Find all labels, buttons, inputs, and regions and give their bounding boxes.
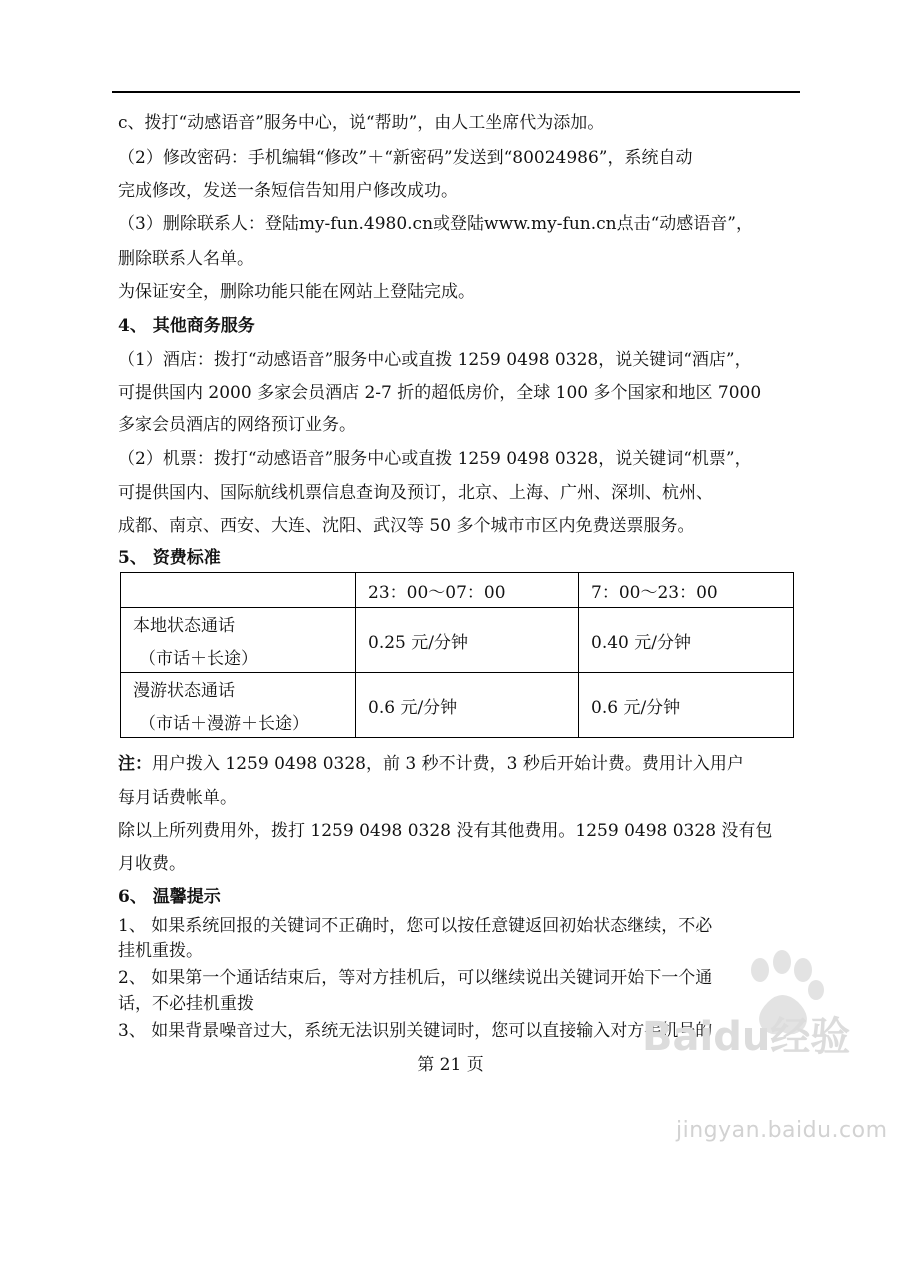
row-sublabel: （市话＋漫游＋长途） [139, 714, 309, 734]
table-row [121, 673, 794, 738]
text-line: 挂机重拨。 [118, 941, 203, 961]
text-line: 完成修改，发送一条短信告知用户修改成功。 [118, 181, 458, 201]
text-line: 为保证安全，删除功能只能在网站上登陆完成。 [118, 282, 475, 302]
row-label: 漫游状态通话 [133, 681, 235, 701]
text-line: （2）机票：拨打“动感语音”服务中心或直拨 1259 0498 0328，说关键词“机票”， [118, 449, 752, 469]
note-line [118, 753, 744, 775]
table-header-row [121, 573, 794, 608]
text-line: （1）酒店：拨打“动感语音”服务中心或直拨 1259 0498 0328，说关键词“酒店”， [118, 350, 752, 370]
text-line: 可提供国内 2000 多家会员酒店 2-7 折的超低房价，全球 100 多个国家和地区 7000 [118, 383, 762, 403]
watermark-url: jingyan.baidu.com [676, 1118, 888, 1143]
section-heading: 6、 温馨提示 [118, 887, 221, 907]
row-label: 本地状态通话 [133, 616, 235, 636]
table-cell: 0.6 元/分钟 [356, 673, 579, 738]
table-cell: 0.25 元/分钟 [356, 608, 579, 673]
table-cell [121, 573, 356, 608]
text-line: 除以上所列费用外，拨打 1259 0498 0328 没有其他费用。1259 0498 0328 没有包 [118, 821, 773, 841]
header-rule [112, 91, 800, 93]
page-number: 第 21 页 [417, 1055, 484, 1075]
section-heading: 4、 其他商务服务 [118, 316, 255, 336]
table-header-night: 23：00～07：00 [356, 573, 579, 608]
table-row-label [121, 673, 356, 738]
note-label: 注： [118, 754, 152, 774]
text-line: c、拨打“动感语音”服务中心，说“帮助”，由人工坐席代为添加。 [118, 113, 605, 133]
baidu-paw-logo [640, 940, 860, 1060]
text-line: 月收费。 [118, 854, 186, 874]
text-line: （2）修改密码：手机编辑“修改”＋“新密码”发送到“80024986”，系统自动 [118, 148, 693, 168]
text-line: 2、 如果第一个通话结束后，等对方挂机后，可以继续说出关键词开始下一个通 [118, 968, 713, 988]
text-line: 3、 如果背景噪音过大，系统无法识别关键词时，您可以直接输入对方手机号的 [118, 1021, 713, 1041]
text-line: 1、 如果系统回报的关键词不正确时，您可以按任意键返回初始状态继续，不必 [118, 916, 713, 936]
fee-table [120, 572, 794, 738]
section-heading: 5、 资费标准 [118, 548, 221, 568]
text-line: 多家会员酒店的网络预订业务。 [118, 415, 356, 435]
text-line: 删除联系人名单。 [118, 249, 254, 269]
table-row-label [121, 608, 356, 673]
text-line: 每月话费帐单。 [118, 788, 237, 808]
table-header-day: 7：00～23：00 [579, 573, 794, 608]
text-line: （3）删除联系人：登陆my-fun.4980.cn或登陆www.my-fun.cn点击“动感语音”， [118, 214, 753, 234]
note-text: 用户拨入 1259 0498 0328，前 3 秒不计费，3 秒后开始计费。费用计入用户 [152, 754, 744, 774]
text-line: 可提供国内、国际航线机票信息查询及预订，北京、上海、广州、深圳、杭州、 [118, 483, 713, 503]
table-row [121, 608, 794, 673]
table-cell: 0.40 元/分钟 [579, 608, 794, 673]
watermark-brand: Baidu经验 [642, 1014, 851, 1060]
table-cell: 0.6 元/分钟 [579, 673, 794, 738]
text-line: 成都、南京、西安、大连、沈阳、武汉等 50 多个城市市区内免费送票服务。 [118, 516, 695, 536]
text-line: 话，不必挂机重拨 [118, 994, 254, 1014]
row-sublabel: （市话＋长途） [139, 649, 258, 669]
